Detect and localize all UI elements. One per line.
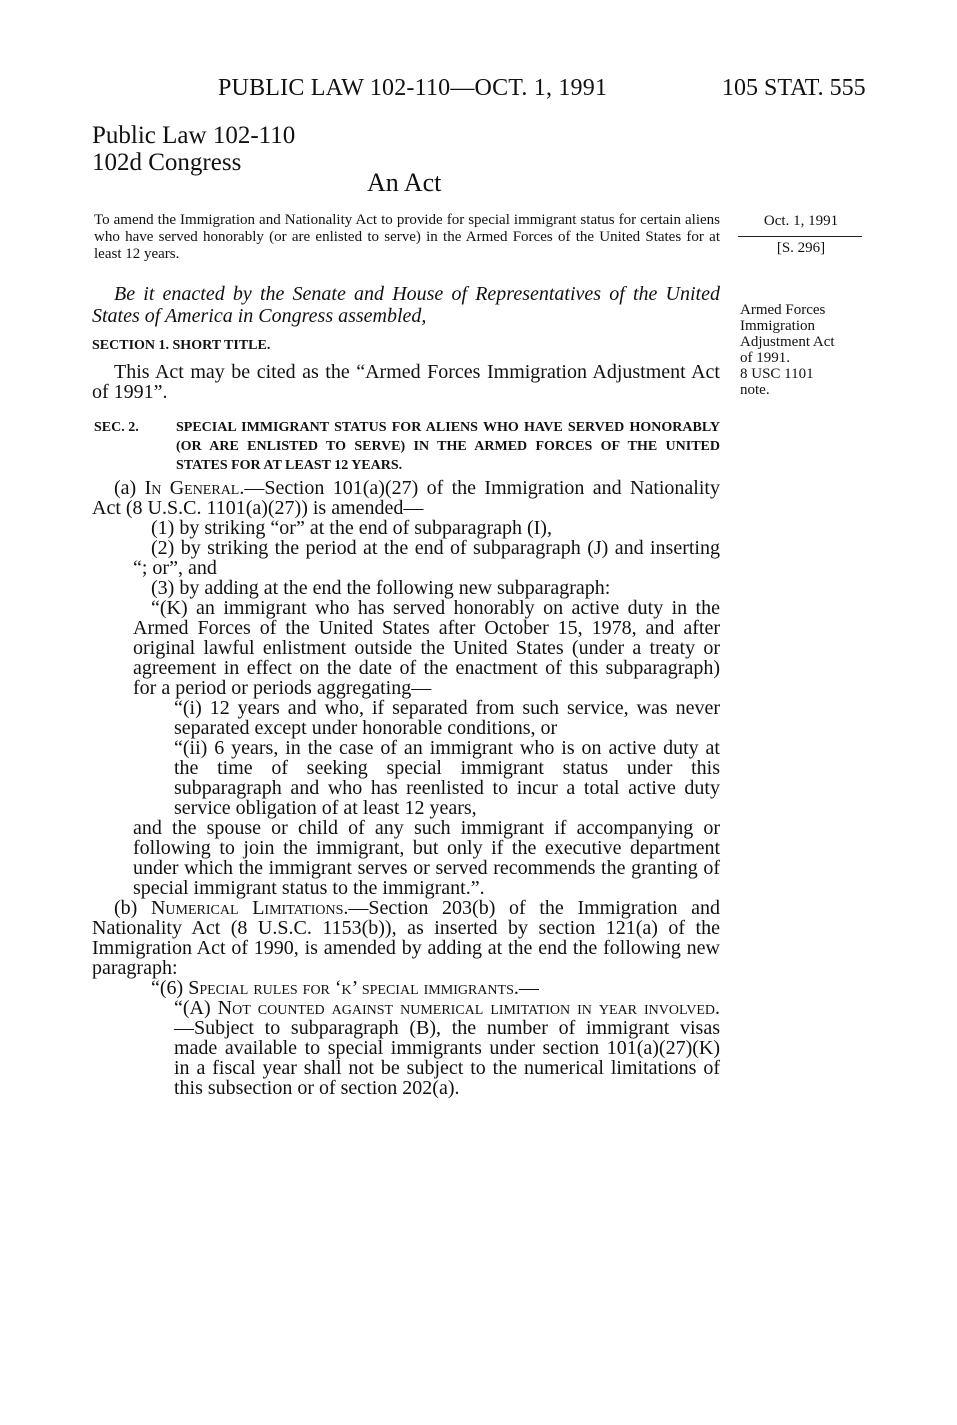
subsection-a-label: (a) [114, 477, 145, 499]
paragraph-6-heading: Special rules for ‘k’ special immigrants. [188, 977, 519, 999]
paragraph-6-dash: — [518, 977, 539, 999]
sidenote-bill-number: [S. 296] [776, 240, 826, 256]
subparagraph-a-label: “(A) [174, 997, 218, 1019]
section-2-body [92, 478, 720, 1098]
public-law-number: Public Law 102-110 [92, 122, 296, 149]
act-title: An Act [367, 168, 442, 197]
subparagraph-a-text: —Subject to subparagraph (B), the number of immigrant visas made available to special immigrants under section 101(a)(27)(K) in a fiscal year shall not be subject to the numerical limitations of this subsection or of section 202(a). [174, 1017, 720, 1099]
section-1-text: This Act may be cited as the “Armed Forces Immigration Adjustment Act of 1991”. [92, 361, 720, 403]
sidenote-divider [738, 236, 862, 237]
subparagraph-k: “(K) an immigrant who has served honorably on active duty in the Armed Forces of the United States after October 15, 1978, and after original lawful enlistment outside the United States (under a treaty or agreement in effect on the date of the enactment of this subparagraph) for a period or periods aggregating— [133, 597, 720, 699]
sidenote-line: Adjustment Act [740, 334, 835, 350]
law-identifier [92, 122, 295, 176]
sidenote-short-title [740, 302, 870, 398]
subparagraph-k-tail: and the spouse or child of any such immigrant if accompanying or following to join the immigrant, but only if the executive department under which the immigrant serves or served recommends the granting of special immigrant status to the immigrant.”. [133, 817, 720, 899]
section-2-label: SEC. 2. [94, 420, 139, 435]
clause-i [92, 698, 720, 738]
subsection-a [92, 478, 720, 518]
new-paragraph-6 [92, 978, 720, 998]
section-2-heading [94, 418, 720, 475]
paragraph-2: (2) by striking the period at the end of subparagraph (J) and inserting “; or”, and [133, 537, 720, 579]
sidenote-line: 8 USC 1101 [740, 366, 814, 382]
paragraph-6-label: “(6) [151, 977, 189, 999]
paragraph-1: (1) by striking “or” at the end of subparagraph (I), [151, 517, 552, 539]
stat-page-number: 105 STAT. 555 [722, 75, 866, 101]
subsection-b-text: —Section 203(b) of the Immigration and Nationality Act (8 U.S.C. 1153(b)), as inserted by section 121(a) of the Immigration Act of 1990, is amended by adding at the end the following new paragraph: [92, 897, 720, 979]
clause-ii [92, 738, 720, 818]
subsection-a-heading: In General. [144, 477, 245, 499]
sidenote-line: of 1991. [740, 350, 790, 366]
clause-i-text: “(i) 12 years and who, if separated from such service, was never separated except under honorable conditions, or [174, 697, 720, 739]
sidenote-date: Oct. 1, 1991 [763, 213, 839, 229]
purpose-statement: To amend the Immigration and Nationality Act to provide for special immigrant status for certain aliens who have served honorably (or are enlisted to serve) in the Armed Forces of the United States for at least 12 years. [94, 212, 720, 262]
sidenote-line: Immigration [740, 318, 815, 334]
subsection-a-text: —Section 101(a)(27) of the Immigration and Nationality Act (8 U.S.C. 1101(a)(27)) is amended— [92, 477, 720, 519]
subsection-b-label: (b) [114, 897, 151, 919]
enacting-clause: Be it enacted by the Senate and House of Representatives of the United States of America in Congress assembled, [92, 283, 720, 327]
subsection-b-heading: Numerical Limitations. [150, 897, 349, 919]
sidenote-line: Armed Forces [740, 302, 826, 318]
subsection-b [92, 898, 720, 978]
paragraph-3: (3) by adding at the end the following new subparagraph: [151, 577, 611, 599]
section-2-title: SPECIAL IMMIGRANT STATUS FOR ALIENS WHO HAVE SERVED HONORABLY (OR ARE ENLISTED TO SERVE) IN THE ARMED FORCES OF THE UNITED STATES FOR AT LEAST 12 YEARS. [176, 420, 720, 473]
running-header: PUBLIC LAW 102-110—OCT. 1, 1991 [218, 75, 608, 101]
subparagraph-a-heading: Not counted against numerical limitation in year involved. [217, 997, 720, 1019]
new-subparagraph-a [92, 998, 720, 1098]
congress-number: 102d Congress [92, 149, 242, 176]
clause-ii-text: “(ii) 6 years, in the case of an immigrant who is on active duty at the time of seeking special immigrant status under this subparagraph and who has reenlisted to incur a total active duty service obligation of at least 12 years, [174, 737, 720, 819]
sidenote-line: note. [740, 382, 770, 398]
section-1-heading: SECTION 1. SHORT TITLE. [92, 338, 271, 353]
